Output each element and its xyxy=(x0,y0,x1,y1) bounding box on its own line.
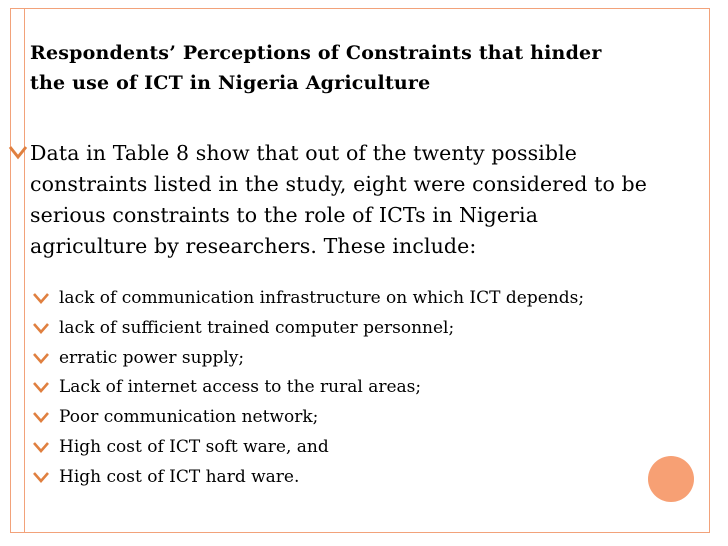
chevron-bullet-icon xyxy=(8,138,28,166)
slide-title-line: Respondents’ Perceptions of Constraints that hinder xyxy=(30,42,602,64)
list-item xyxy=(32,434,712,464)
list-item-label: High cost of ICT hard ware. xyxy=(59,466,300,487)
main-bullet-line: constraints listed in the study, eight were considered to be xyxy=(30,172,647,196)
list-item xyxy=(32,374,712,404)
main-bullet-line: Data in Table 8 show that out of the twenty possible xyxy=(30,141,578,165)
list-item-label: Poor communication network; xyxy=(59,407,319,428)
main-bullet-line: agriculture by researchers. These include: xyxy=(30,234,477,258)
list-item xyxy=(32,315,712,345)
list-item xyxy=(32,345,712,375)
chevron-bullet-icon xyxy=(32,468,50,486)
list-item-label: High cost of ICT soft ware, and xyxy=(59,436,329,457)
chevron-bullet-icon xyxy=(32,378,50,396)
list-item-label: lack of communication infrastructure on which ICT depends; xyxy=(59,288,585,308)
main-bullet-line: serious constraints to the role of ICTs in Nigeria xyxy=(30,203,539,227)
list-item-label: Lack of internet access to the rural areas; xyxy=(59,377,422,398)
list-item xyxy=(32,404,712,434)
chevron-bullet-icon xyxy=(32,349,50,367)
slide-frame-left-line xyxy=(24,8,25,533)
list-item-label: erratic power supply; xyxy=(59,347,245,368)
slide-title-line: the use of ICT in Nigeria Agriculture xyxy=(30,72,431,94)
chevron-bullet-icon xyxy=(32,438,50,456)
slide-title xyxy=(30,38,710,98)
chevron-bullet-icon xyxy=(32,408,50,426)
list-item xyxy=(32,285,712,315)
list-item-label: lack of sufficient trained computer personnel; xyxy=(59,317,455,338)
decorative-circle xyxy=(648,456,694,502)
chevron-bullet-icon xyxy=(32,289,50,307)
sub-bullet-list xyxy=(32,285,712,494)
main-bullet-text xyxy=(30,138,720,262)
list-item xyxy=(32,464,712,494)
chevron-bullet-icon xyxy=(32,319,50,337)
